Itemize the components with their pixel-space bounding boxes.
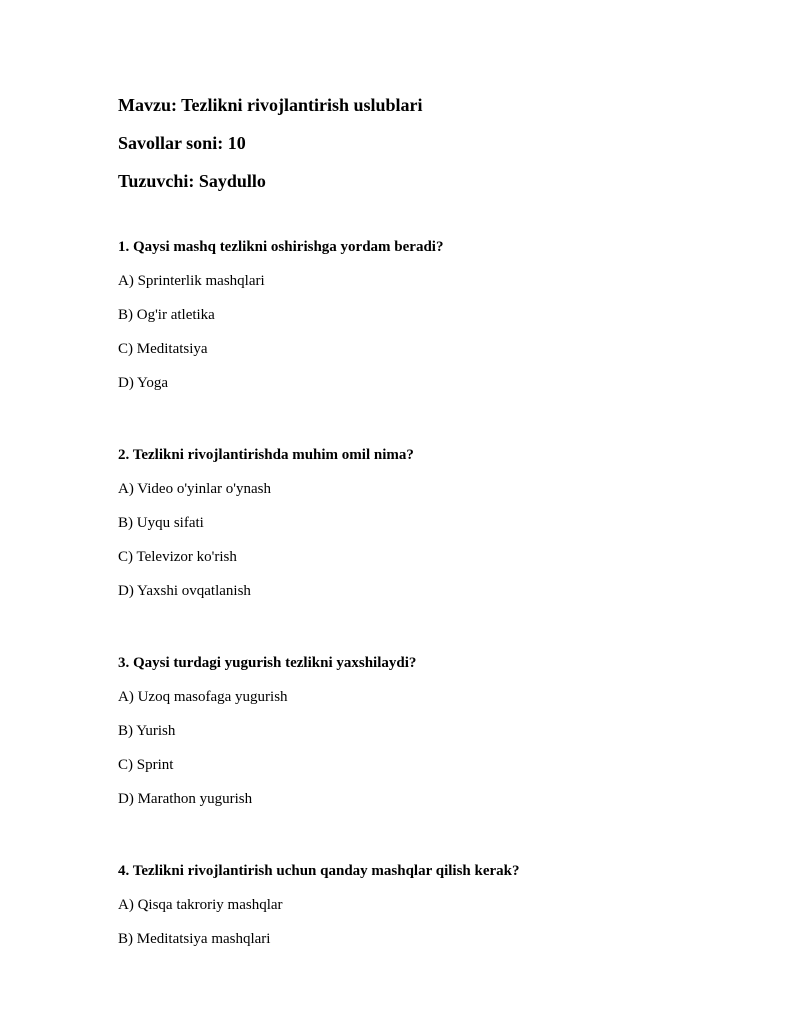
answer-option: A) Uzoq masofaga yugurish (118, 689, 288, 705)
topic-heading: Mavzu: Tezlikni rivojlantirish uslublari (118, 95, 423, 115)
answer-option: A) Video o'yinlar o'ynash (118, 481, 271, 497)
question-title: 2. Tezlikni rivojlantirishda muhim omil nima? (118, 447, 414, 463)
answer-option: A) Qisqa takroriy mashqlar (118, 897, 283, 913)
author-heading: Tuzuvchi: Saydullo (118, 171, 266, 191)
answer-option: C) Televizor ko'rish (118, 549, 237, 565)
answer-option: D) Marathon yugurish (118, 791, 253, 807)
answer-option: B) Uyqu sifati (118, 515, 204, 531)
answer-option: D) Yaxshi ovqatlanish (118, 583, 251, 599)
question-count-heading: Savollar soni: 10 (118, 133, 246, 153)
answer-option: C) Sprint (118, 757, 174, 773)
document-header (118, 94, 738, 208)
question-1 (118, 238, 738, 408)
answer-option: D) Yoga (118, 375, 169, 391)
question-list (118, 238, 738, 964)
question-2 (118, 446, 738, 616)
answer-option: B) Yurish (118, 723, 176, 739)
question-4 (118, 862, 738, 964)
question-title: 4. Tezlikni rivojlantirish uchun qanday mashqlar qilish kerak? (118, 863, 520, 879)
question-title: 1. Qaysi mashq tezlikni oshirishga yordam beradi? (118, 239, 444, 255)
answer-option: A) Sprinterlik mashqlari (118, 273, 265, 289)
answer-option: C) Meditatsiya (118, 341, 208, 357)
answer-option: B) Meditatsiya mashqlari (118, 931, 271, 947)
answer-option: B) Og'ir atletika (118, 307, 215, 323)
document-page (118, 94, 738, 964)
question-3 (118, 654, 738, 824)
question-title: 3. Qaysi turdagi yugurish tezlikni yaxshilaydi? (118, 655, 417, 671)
